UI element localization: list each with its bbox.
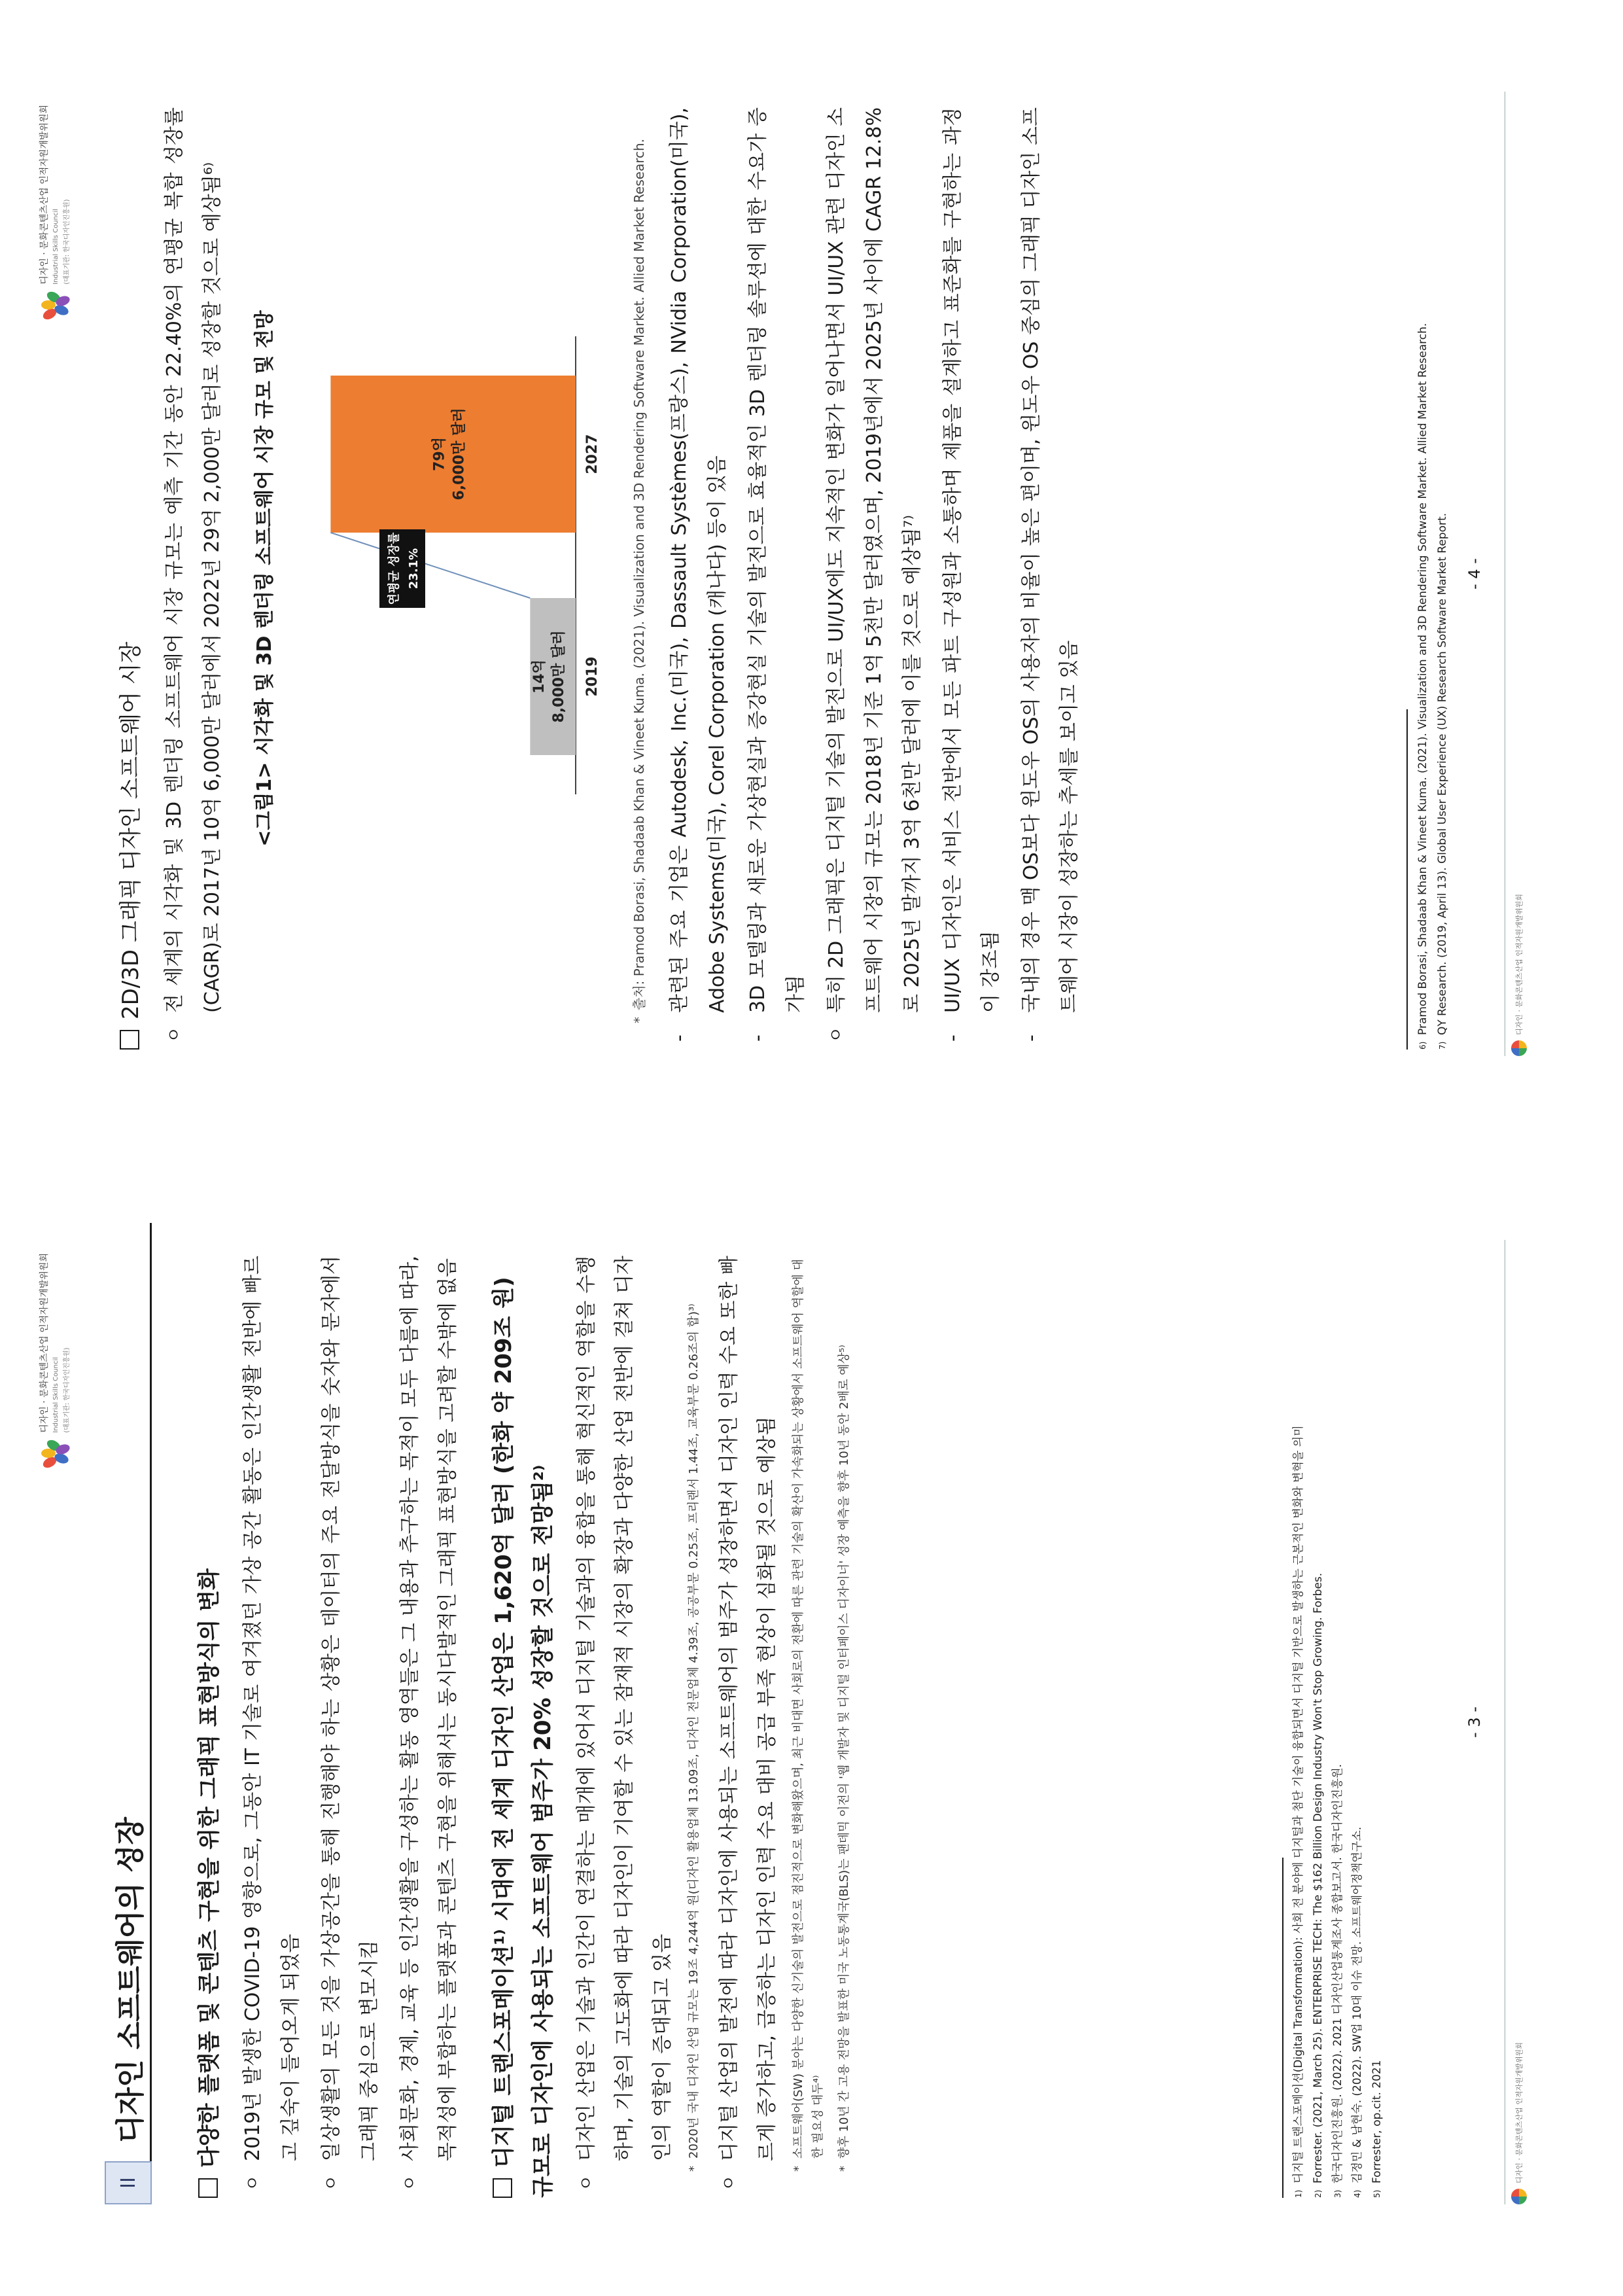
chart-data-label: 79억 <box>431 437 448 471</box>
header-org-sub: (대표기관: 한국디자인진흥원) <box>63 1347 71 1433</box>
bullet-covid: ㅇ 2019년 발생한 COVID-19 영향으로, 그동안 IT 기술로 여겨졌던 가상 공간 활동은 인간생활 전반에 빠르고 깊숙이 들어오게 되었음 <box>234 1256 310 2198</box>
market-size-chart <box>301 284 608 873</box>
checkbox-square-icon <box>120 1030 139 1050</box>
footer-logo-icon <box>1511 1040 1527 1056</box>
footnote-rule <box>1282 1858 1283 2198</box>
bullet-graphic-centric: ㅇ 일상생활의 모든 것을 가상공간을 통해 진행해야 하는 상황은 데이터의 주요 전달방식을 숫자와 문자에서 그래픽 중심으로 변모시킴 <box>313 1256 389 2198</box>
dash-key-companies: - 관련된 주요 기업은 Autodesk, Inc.(미국), Dassault Systèmes(프랑스), NVidia Corporation(미국), Adobe Systems(미국), Corel Corporation (캐나다) 등이 있음 <box>661 107 737 1050</box>
bullet-3d-rendering-market: ㅇ 전 세계의 시각화 및 3D 렌더링 소프트웨어 시장 규모는 예측 기간 동안 22.40%의 연평균 복합 성장률(CAGR)로 2017년 10억 6,000만 달러에서 2022년 29억 2,000만 달러로 성장할 것으로 예상됨⁶⁾ <box>156 107 232 1050</box>
note-software-field: * 소프트웨어(SW) 분야는 다양한 신기술의 발전으로 점진적으로 변화해왔으며, 최근 비대면 사회로의 전환에 따른 관련 기술의 확산이 가속화되는 상황에서 소프트웨어 역할에 대한 필요성 대두⁴⁾ <box>789 1256 828 2198</box>
chart-data-label: 14억 <box>531 660 548 694</box>
chart-container <box>301 284 621 873</box>
footer-org-name: 디자인 · 문화콘텐츠산업 인적자원개발위원회 <box>1515 2042 1524 2183</box>
checkbox-square-icon <box>493 2178 512 2198</box>
bullet-design-industry: ㅇ 디자인 산업은 기술과 인간이 연결하는 매개에 있어서 디지털 기술과의 융합을 통해 혁신적인 역할을 수행하며, 기술의 고도화에 따라 디자인이 기여할 수 있는 잠재적 시장의 확장과 다양한 산업 전반에 걸쳐 디자인의 역할이 증대되고 있음 <box>568 1256 682 2198</box>
chart-data-label: 8,000만 달러 <box>551 630 568 723</box>
footnote-5: 5) Forrester, op.cit. 2021 <box>1370 2060 1384 2198</box>
checkbox-square-icon <box>198 2178 218 2198</box>
right-footnotes <box>1406 107 1452 1050</box>
dash-uiux-design: - UI/UX 디자인은 서비스 전반에서 모든 파트 구성원과 소통하며 제품을 설계하고 표준화를 구현하는 과정이 강조됨 <box>934 107 1010 1050</box>
section-title: 디자인 소프트웨어의 성장 <box>105 1223 152 2161</box>
header-logo <box>39 1253 73 1470</box>
footer-logo <box>1511 894 1527 1056</box>
chart-source: * 출처: Pramod Borasi, Shadaab Khan & Vineet Kuma. (2021). Visualization and 3D Rendering Software Market. Allied Market Research. <box>628 107 650 1050</box>
footnote-rule <box>1406 709 1408 1050</box>
footnote-7: 7) QY Research. (2019, April 13). Global User Experience (UX) Research Software Market Report. <box>1436 512 1449 1050</box>
chart-annotation-label: 23.1% <box>407 548 421 590</box>
footnote-4: 4) 김정민 & 남현숙. (2022). SW업 10대 이슈 전망. 소프트웨어정책연구소. <box>1351 1826 1364 2198</box>
header-org-name: 디자인 · 문화콘텐츠산업 인적자원개발위원회 <box>39 1253 50 1433</box>
heading-2d3d-market: 2D/3D 그래픽 디자인 소프트웨어 시장 <box>111 107 150 1050</box>
page-number: - 3 - <box>1465 1706 1484 1738</box>
bullet-software-growth: ㅇ 디지털 산업의 발전에 따라 디자인에 사용되는 소프트웨어의 범주가 성장하면서 디자인 인력 수요 또한 빠르게 증가하고, 급증하는 디자인 인력 수요 대비 공급 부족 현상이 심화될 것으로 예상됨 <box>710 1256 786 2198</box>
footer-org-name: 디자인 · 문화콘텐츠산업 인적자원개발위원회 <box>1515 894 1524 1035</box>
bullet-simultaneous-graphics: ㅇ 사회문화, 경제, 교육 등 인간생활을 구성하는 활동 영역들은 그 내용과 추구하는 목적이 모두 다름에 따라, 목적성에 부합하는 플랫폼과 콘텐츠 구현을 위해서는 동시다발적인 그래픽 표현방식을 고려할 수밖에 없음 <box>391 1256 467 2198</box>
section-header <box>105 1223 152 2204</box>
heading-graphic-change: 다양한 플랫폼 및 콘텐츠 구현을 위한 그래픽 표현방식의 변화 <box>190 1256 229 2198</box>
chart-tick-label: 2019 <box>584 656 601 697</box>
note-domestic-market: * 2020년 국내 디자인 산업 규모는 19조 4,244억 원(디자인 활용업체 13.09조, 디자인 전문업체 4.39조, 공공부문 0.25조, 프리랜서 1.44조, 교육부문 0.26조의 합)³⁾ <box>684 1256 704 2198</box>
header-logo <box>39 105 73 321</box>
footer-logo-icon <box>1511 2189 1527 2204</box>
council-logo-icon <box>41 1439 71 1470</box>
footnote-1: 1) 디지털 트랜스포메이션(Digital Transformation): 사회 전 분야에 디지털과 첨단 기술이 융합되면서 디지털 기반으로 발생하는 근본적인 변화와 변혁을 의미 <box>1292 1425 1305 2198</box>
footnote-2: 2) Forrester. (2021, March 25). ENTERPRISE TECH: The $162 Billion Design Industry Won't Stop Growing. Forbes. <box>1312 1572 1325 2198</box>
right-body <box>111 107 1091 1050</box>
chart-tick-label: 2027 <box>584 434 601 474</box>
left-body <box>190 1256 861 2198</box>
dash-windows-os: - 국내의 경우 맥 OS보다 윈도우 OS의 사용자의 비율이 높은 편이며, 윈도우 OS 중심의 그래픽 디자인 소프트웨어 시장이 성장하는 추세를 보이고 있음 <box>1013 107 1089 1050</box>
header-org-name-en: Industrial Skills Council <box>52 1356 60 1433</box>
footer-logo <box>1511 2042 1527 2204</box>
footnote-3: 3) 한국디자인진흥원. (2022). 2021 디자인산업통계조사 종합보고서. 한국디자인진흥원. <box>1331 1763 1344 2198</box>
council-logo-icon <box>41 291 71 321</box>
section-number: II <box>105 2161 152 2204</box>
dash-3d-demand: - 3D 모델링과 새로운 가상현실과 증강현실 기술의 발전으로 효율적인 3D 렌더링 솔루션에 대한 수요가 증가됨 <box>739 107 815 1050</box>
header-org-text <box>39 1253 73 1433</box>
chart-data-label: 6,000만 달러 <box>451 408 468 501</box>
footnote-6: 6) Pramod Borasi, Shadaab Khan & Vineet Kuma. (2021). Visualization and 3D Rendering Software Market. Allied Market Research. <box>1416 323 1429 1050</box>
chart-growth-line <box>330 533 530 598</box>
heading-digital-transformation: 디지털 트랜스포메이션¹⁾ 시대에 전 세계 디자인 산업은 1,620억 달러 (한화 약 209조 원) 규모로 디자인에 사용되는 소프트웨어 범주가 20% 성장할 것으로 전망됨²⁾ <box>491 1277 556 2198</box>
chart-annotation-label: 연평균 성장률 <box>387 532 401 605</box>
page-number: - 4 - <box>1465 558 1484 590</box>
left-footnotes <box>1282 1256 1387 2198</box>
header-org-name-en: Industrial Skills Council <box>52 208 60 285</box>
header-org-text <box>39 105 73 285</box>
header-org-name: 디자인 · 문화콘텐츠산업 인적자원개발위원회 <box>39 105 50 285</box>
header-org-sub: (대표기관: 한국디자인진흥원) <box>63 199 71 285</box>
note-bls-forecast: * 향후 10년 간 고용 전망을 발표한 미국 노동통계국(BLS)는 팬데믹 이전의 '웹 개발자 및 디지털 인터페이스 디자이너' 성장 예측을 향후 10년 동안 2배로 예상⁵⁾ <box>835 1256 854 2198</box>
chart-title: <그림1> 시각화 및 3D 렌더링 소프트웨어 시장 규모 및 전망 <box>253 310 276 847</box>
page-3 <box>0 1148 1623 2296</box>
bullet-uiux-market: ㅇ 특히 2D 그래픽은 디지털 기술의 발전으로 UI/UX에도 지속적인 변화가 일어나면서 UI/UX 관련 디자인 소프트웨어 시장의 규모는 2018년 기준 1억 5천만 달러였으며, 2019년에서 2025년 사이에 CAGR 12.8%로 2025년 말까지 3억 6천만 달러에 이를 것으로 예상됨⁷⁾ <box>818 107 932 1050</box>
